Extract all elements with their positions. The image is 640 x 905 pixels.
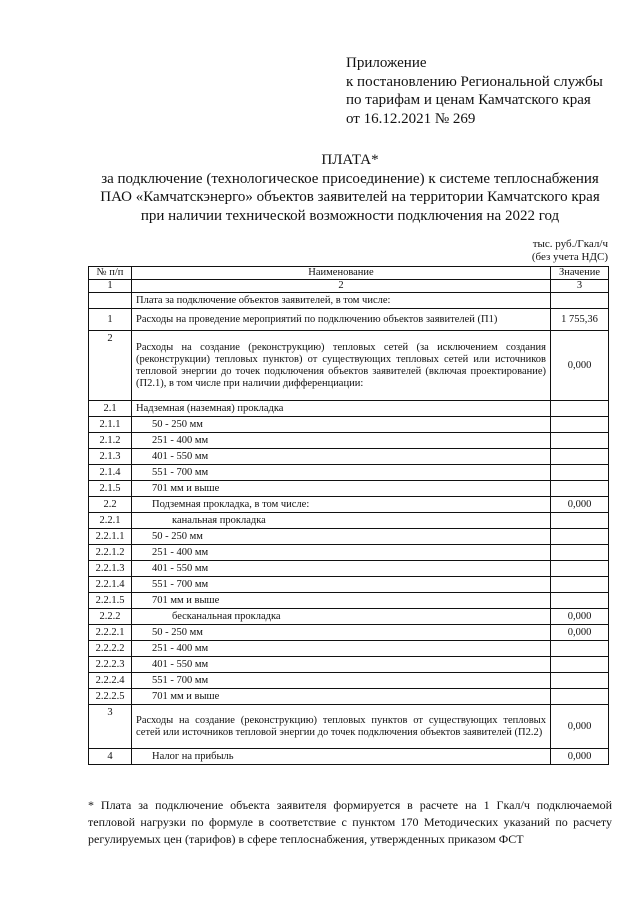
row-name: 551 - 700 мм [132, 465, 551, 481]
row-value: 0,000 [551, 331, 609, 401]
row-value [551, 561, 609, 577]
row-name: 701 мм и выше [132, 689, 551, 705]
row-value [551, 449, 609, 465]
row-value [551, 577, 609, 593]
table-row [89, 673, 609, 689]
row-name: 401 - 550 мм [132, 449, 551, 465]
title-line: ПАО «Камчатскэнерго» объектов заявителей на территории Камчатского края [100, 189, 600, 205]
table-row [89, 577, 609, 593]
table-row [89, 465, 609, 481]
row-name: 701 мм и выше [132, 593, 551, 609]
row-name: 50 - 250 мм [132, 529, 551, 545]
row-name: Налог на прибыль [132, 749, 551, 765]
row-name: канальная прокладка [132, 513, 551, 529]
appendix-reference [346, 54, 603, 128]
row-value [551, 293, 609, 309]
table-row [89, 433, 609, 449]
row-number: 3 [89, 705, 132, 749]
row-number: 2.2.2.2 [89, 641, 132, 657]
row-name: бесканальная прокладка [132, 609, 551, 625]
row-number: 4 [89, 749, 132, 765]
colnum: 3 [551, 280, 609, 293]
row-value [551, 529, 609, 545]
row-name: 251 - 400 мм [132, 433, 551, 449]
row-number: 2.2.2.4 [89, 673, 132, 689]
table-header-row [89, 267, 609, 280]
table-row [89, 545, 609, 561]
row-value: 1 755,36 [551, 309, 609, 331]
row-number: 2 [89, 331, 132, 401]
row-number: 2.2.1.2 [89, 545, 132, 561]
row-value: 0,000 [551, 609, 609, 625]
appendix-date: от 16.12.2021 № 269 [346, 110, 476, 127]
table-row [89, 657, 609, 673]
row-value [551, 657, 609, 673]
row-value: 0,000 [551, 625, 609, 641]
title-line: за подключение (технологическое присоединение) к системе теплоснабжения [101, 170, 599, 187]
title-heading: ПЛАТА* [321, 152, 379, 168]
row-name: 701 мм и выше [132, 481, 551, 497]
row-number: 2.1.4 [89, 465, 132, 481]
row-number: 2.2.1.3 [89, 561, 132, 577]
row-number: 2.2.2.3 [89, 657, 132, 673]
row-name: 551 - 700 мм [132, 673, 551, 689]
units-line: тыс. руб./Гкал/ч [532, 238, 608, 250]
table-row [89, 593, 609, 609]
table-row [89, 749, 609, 765]
table-row [89, 331, 609, 401]
table-row [89, 641, 609, 657]
row-number: 2.1.3 [89, 449, 132, 465]
table-row [89, 529, 609, 545]
row-name: 401 - 550 мм [132, 657, 551, 673]
row-name: 251 - 400 мм [132, 545, 551, 561]
table-row [89, 561, 609, 577]
row-name: 50 - 250 мм [132, 625, 551, 641]
row-value [551, 641, 609, 657]
units-vat-note: (без учета НДС) [531, 250, 608, 263]
row-value [551, 513, 609, 529]
row-name: Расходы на создание (реконструкцию) тепловых пунктов от существующих тепловых сетей или источников тепловой энергии до точек подключения объектов заявителей (П2.2) [132, 705, 551, 749]
row-value: 0,000 [551, 705, 609, 749]
colnum: 1 [89, 280, 132, 293]
row-name: Расходы на создание (реконструкцию) тепловых сетей (за исключением создания (реконструкции) тепловых пунктов) от существующих тепловых сетей или источников тепловой энергии до точек подключения объектов заявителей (включая проектирование) (П2.1), в том числе при наличии дифференциации: [132, 331, 551, 401]
table-row [89, 481, 609, 497]
table-row [89, 625, 609, 641]
table-row [89, 293, 609, 309]
row-name: 251 - 400 мм [132, 641, 551, 657]
row-value [551, 689, 609, 705]
row-number: 2.1 [89, 401, 132, 417]
document-title [60, 151, 640, 225]
row-number [89, 293, 132, 309]
colnum: 2 [132, 280, 551, 293]
row-value [551, 465, 609, 481]
row-number: 2.1.5 [89, 481, 132, 497]
row-number: 2.2.1 [89, 513, 132, 529]
row-number: 2.2.1.5 [89, 593, 132, 609]
table-row [89, 309, 609, 331]
fee-table [88, 266, 609, 765]
footnote: * Плата за подключение объекта заявителя формируется в расчете на 1 Гкал/ч подключаемой тепловой нагрузки по формуле в соответствие с пунктом 170 Методических указаний по расчету регулируемых цен (тарифов) в сфере теплоснабжения, утвержденных приказом ФСТ [88, 798, 612, 846]
row-value [551, 481, 609, 497]
row-value [551, 673, 609, 689]
appendix-line: по тарифам и ценам Камчатского края [346, 92, 591, 108]
header-number: № п/п [89, 267, 132, 280]
row-number: 2.2.2.5 [89, 689, 132, 705]
row-value [551, 593, 609, 609]
row-name: Подземная прокладка, в том числе: [132, 497, 551, 513]
row-name: Плата за подключение объектов заявителей, в том числе: [132, 293, 551, 309]
table-colnum-row [89, 280, 609, 293]
header-name: Наименование [132, 267, 551, 280]
appendix-line: к постановлению Региональной службы [346, 73, 603, 90]
row-number: 2.2.2 [89, 609, 132, 625]
table-row [89, 689, 609, 705]
row-value: 0,000 [551, 749, 609, 765]
row-value: 0,000 [551, 497, 609, 513]
row-number: 2.1.1 [89, 417, 132, 433]
row-number: 2.2.2.1 [89, 625, 132, 641]
row-number: 2.1.2 [89, 433, 132, 449]
table-row [89, 609, 609, 625]
row-number: 2.2 [89, 497, 132, 513]
header-value: Значение [551, 267, 609, 280]
table-row [89, 705, 609, 749]
row-number: 1 [89, 309, 132, 331]
row-name: 551 - 700 мм [132, 577, 551, 593]
table-row [89, 417, 609, 433]
table-row [89, 449, 609, 465]
row-value [551, 417, 609, 433]
title-line: при наличии технической возможности подключения на 2022 год [140, 207, 560, 224]
row-number: 2.2.1.4 [89, 577, 132, 593]
row-name: 50 - 250 мм [132, 417, 551, 433]
table-row [89, 513, 609, 529]
units-note [532, 238, 608, 263]
appendix-label: Приложение [346, 55, 427, 71]
row-value [551, 433, 609, 449]
row-value [551, 545, 609, 561]
table-row [89, 401, 609, 417]
table-row [89, 497, 609, 513]
row-name: 401 - 550 мм [132, 561, 551, 577]
row-name: Надземная (наземная) прокладка [132, 401, 551, 417]
row-name: Расходы на проведение мероприятий по подключению объектов заявителей (П1) [132, 309, 551, 331]
row-value [551, 401, 609, 417]
row-number: 2.2.1.1 [89, 529, 132, 545]
